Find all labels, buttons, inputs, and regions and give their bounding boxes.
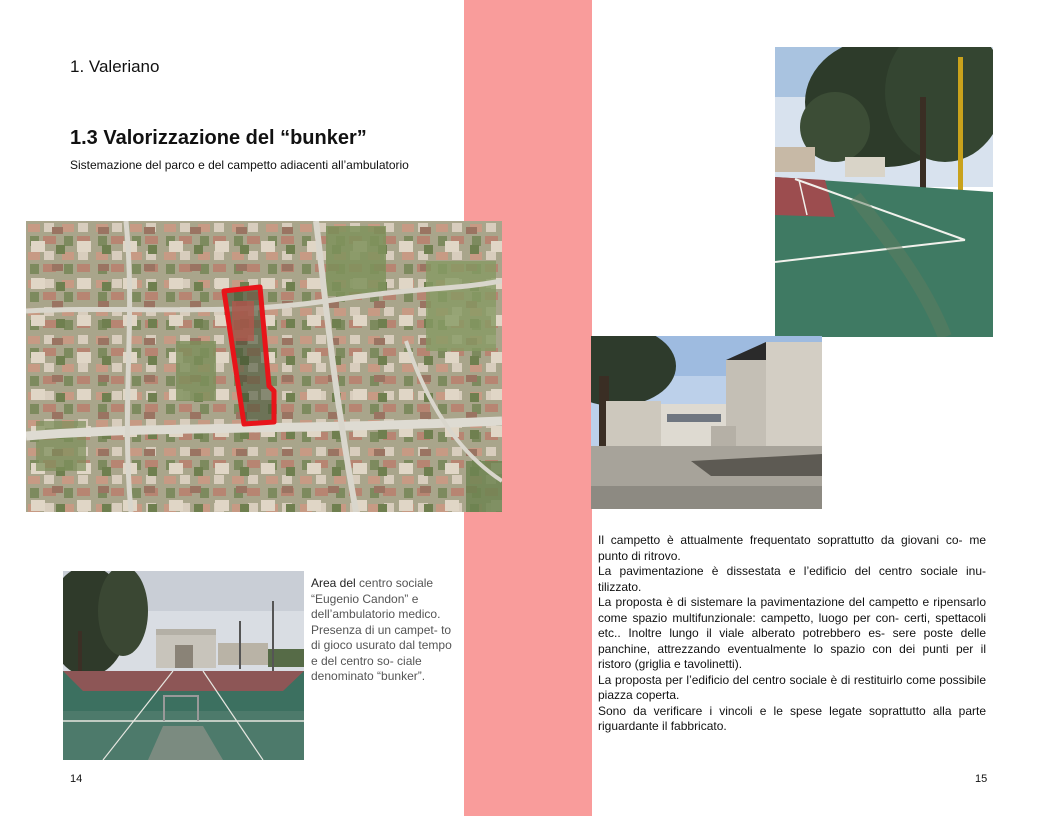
- page-number-right: 15: [975, 773, 988, 785]
- body-paragraph: Sono da verificare i vincoli e le spese legate soprattutto alla parte riguardante il fabbricato.: [598, 703, 986, 733]
- body-paragraph: Il campetto è attualmente frequentato soprattutto da giovani co- me punto di ritrovo.: [598, 533, 986, 563]
- chapter-heading: 1. Valeriano: [70, 57, 160, 76]
- court-photo: [63, 571, 304, 760]
- aerial-map-image: [26, 221, 502, 512]
- body-paragraph: La pavimentazione è dissestata e l’edificio del centro sociale inu- tilizzato.: [598, 564, 986, 594]
- section-subtitle: Sistemazione del parco e del campetto adiacenti all’ambulatorio: [70, 158, 409, 172]
- caption-lead: Area del: [311, 576, 356, 590]
- section-title: 1.3 Valorizzazione del “bunker”: [70, 127, 367, 149]
- body-paragraph: La proposta è di sistemare la pavimentazione del campetto e ripensarlo come spazio multifunzionale: campetto, luogo per con- certi, spettacoli etc.. Inoltre lungo il viale alberato potrebbero es- sere poste delle panchine, attrezzando eventualmente lo spazio con dei punti per il ristoro (griglia e tavolinetti).: [598, 595, 986, 671]
- photo-caption: [311, 576, 461, 685]
- bunker-building-photo: [591, 336, 822, 509]
- caption-text: centro sociale “Eugenio Candon” e dell’ambulatorio medico. Presenza di un campet- to di gioco usurato dal tempo e del centro so- ciale denominato “bunker”.: [311, 576, 452, 683]
- body-paragraph: La proposta per l’edificio del centro sociale è di restituirlo come possibile piazza coperta.: [598, 672, 986, 702]
- body-text: [598, 533, 986, 735]
- trees-court-photo: [775, 47, 993, 337]
- page-number-left: 14: [70, 773, 83, 785]
